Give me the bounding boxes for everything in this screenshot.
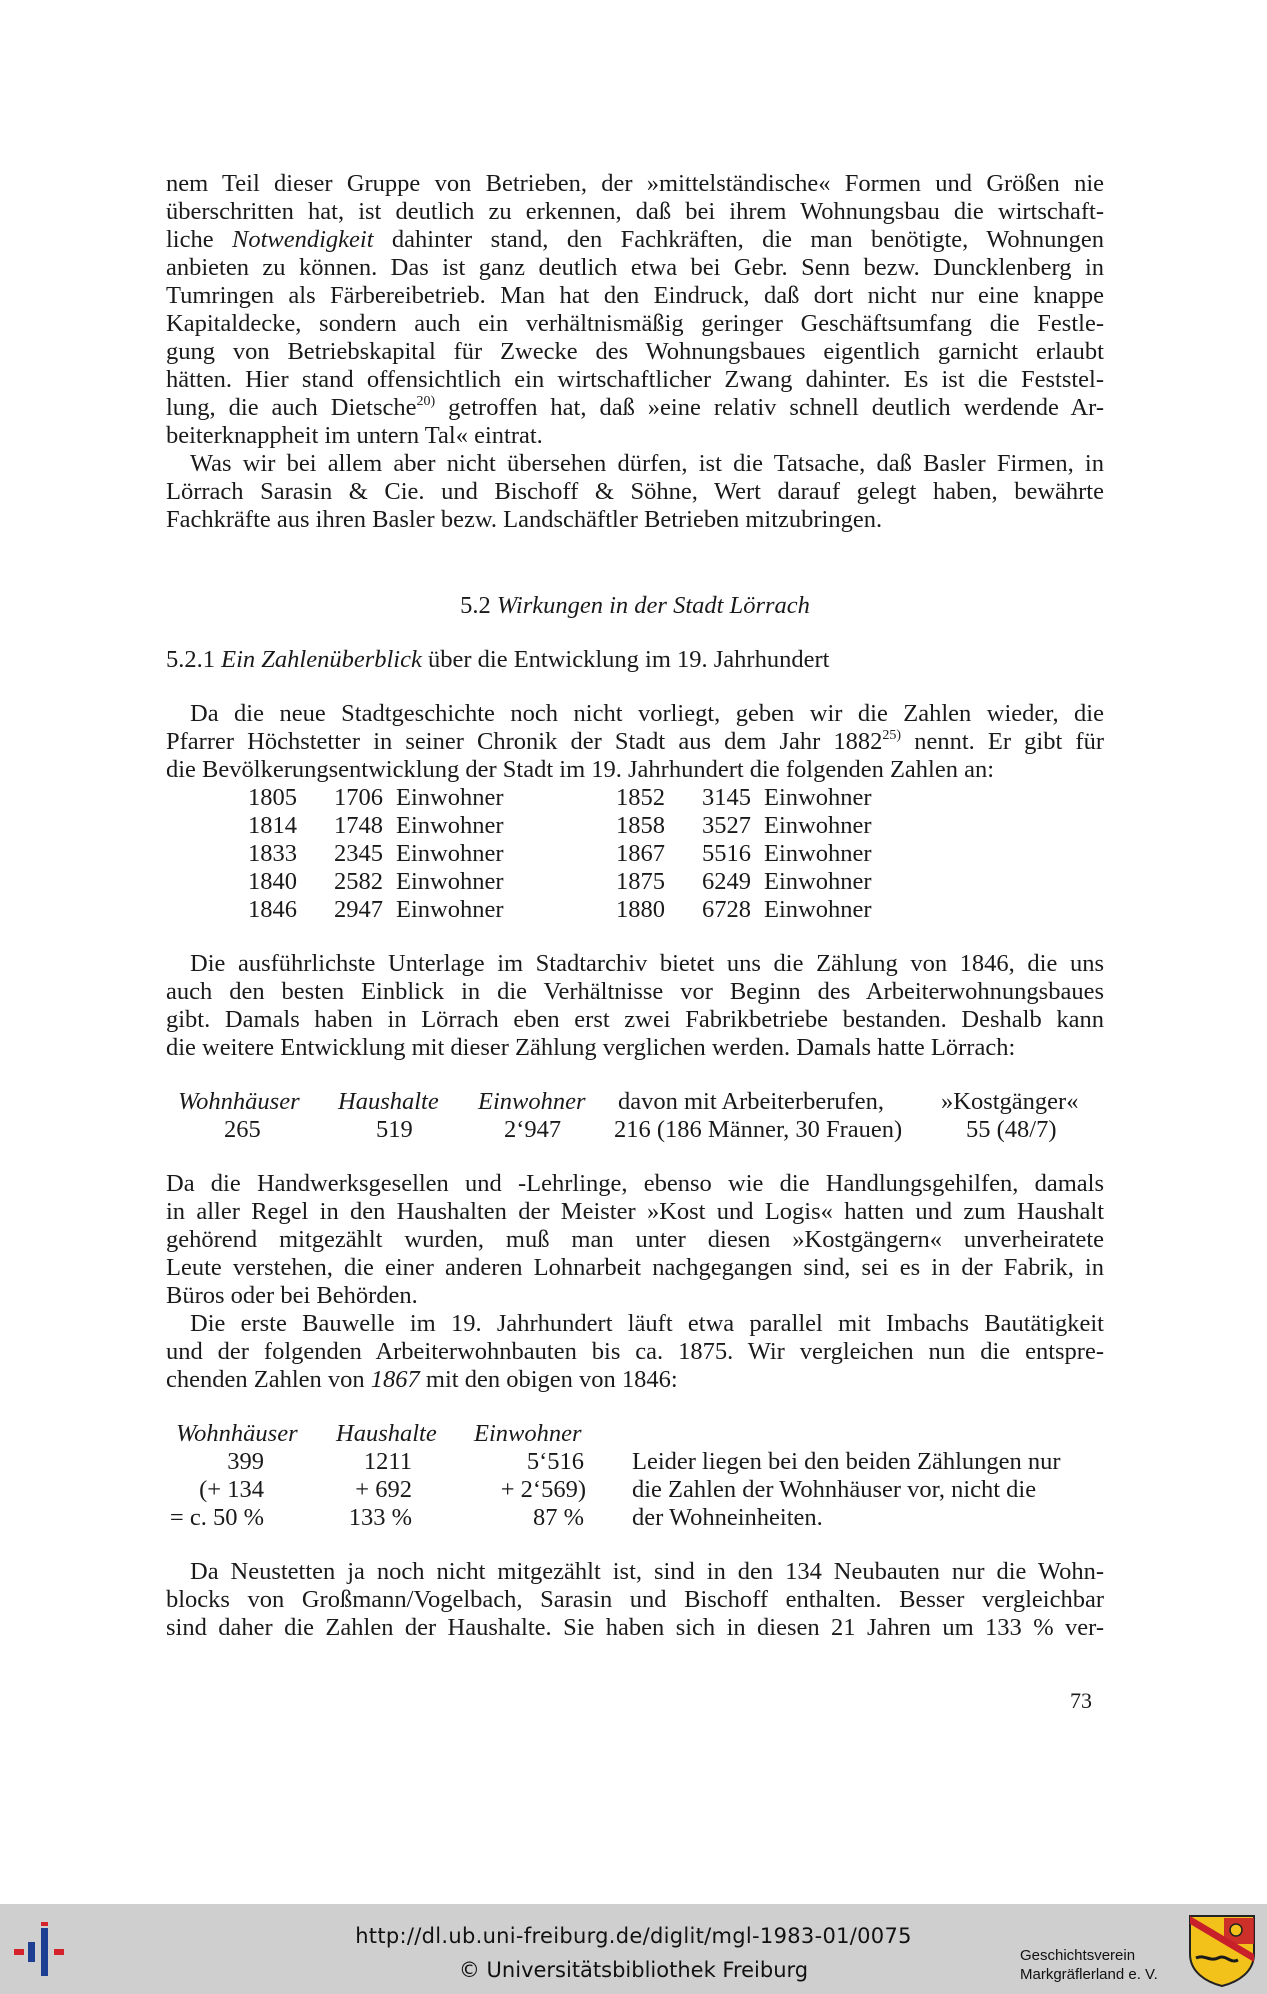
population-unit: Einwohner	[764, 868, 872, 895]
society-name	[1020, 1946, 1158, 1984]
population-count: 6249	[702, 868, 751, 895]
text-line: die weitere Entwicklung mit dieser Zählung verglichen werden. Damals hatte Lörrach:	[166, 1034, 1016, 1061]
table-note-line-2: die Zahlen der Wohnhäuser vor, nicht die	[632, 1476, 1037, 1503]
text-line: Pfarrer Höchstetter in seiner Chronik der Stadt aus dem Jahr 1882$^{25)}$ nennt. Er gibt für	[166, 728, 1104, 755]
population-unit: Einwohner	[396, 784, 504, 811]
text-line: liche Notwendigkeit dahinter stand, den Fachkräften, die man benötigte, Wohnungen	[166, 226, 1104, 253]
population-unit: Einwohner	[396, 868, 504, 895]
text-line: Die ausführlichste Unterlage im Stadtarchiv bietet uns die Zählung von 1846, die uns	[190, 950, 1104, 977]
paragraph-intro	[166, 700, 1104, 784]
footer-url-link[interactable]: http://dl.ub.uni-freiburg.de/diglit/mgl-1983-01/0075	[355, 1924, 912, 1948]
population-year: 1852	[616, 784, 665, 811]
text-line: sind daher die Zahlen der Haushalte. Sie haben sich in diesen 21 Jahren um 133 % ver-	[166, 1614, 1104, 1641]
paragraph-top-2	[166, 450, 1104, 534]
population-unit: Einwohner	[396, 812, 504, 839]
population-row-left-1840	[248, 868, 504, 896]
text-line: Die erste Bauwelle im 19. Jahrhundert läuft etwa parallel mit Imbachs Bautätigkeit	[190, 1310, 1104, 1337]
population-row-right-1875	[616, 868, 872, 896]
population-unit: Einwohner	[764, 784, 872, 811]
text-line: blocks von Großmann/Vogelbach, Sarasin und Bischoff enthalten. Besser vergleichbar	[166, 1586, 1104, 1613]
subsection-heading	[166, 646, 1104, 674]
row3-haushalte: 133 %	[348, 1504, 412, 1531]
header-einwohner: Einwohner	[478, 1088, 586, 1115]
paragraph-1846	[166, 950, 1104, 1062]
table-note-line-1: Leider liegen bei den beiden Zählungen nur	[632, 1448, 1061, 1475]
row3-einwohner: 87 %	[532, 1504, 584, 1531]
footer-bar	[0, 1904, 1267, 1994]
text-line: Lörrach Sarasin & Cie. und Bischoff & Söhne, Wert darauf gelegt haben, bewährte	[166, 478, 1104, 505]
population-column-left	[248, 784, 504, 924]
header-arbeiterberufe: davon mit Arbeiterberufen,	[618, 1088, 885, 1115]
value-einwohner: 2‘947	[504, 1116, 562, 1143]
text-line: Da die Handwerksgesellen und -Lehrlinge, ebenso wie die Handlungsgehilfen, damals	[166, 1170, 1104, 1197]
section-heading	[166, 592, 1104, 620]
population-count: 2345	[334, 840, 383, 867]
section-number: 5.2	[460, 592, 491, 619]
text-line: Büros oder bei Behörden.	[166, 1282, 418, 1309]
section-title: Wirkungen in der Stadt Lörrach	[496, 592, 810, 619]
society-name-line-1: Geschichtsverein	[1020, 1947, 1136, 1964]
subsection-title-italic: Ein Zahlenüberblick	[221, 646, 422, 673]
society-crest-icon	[1188, 1914, 1256, 1988]
text-line: chenden Zahlen von 1867 mit den obigen von 1846:	[166, 1366, 678, 1393]
row1-einwohner: 5‘516	[526, 1448, 584, 1475]
population-unit: Einwohner	[396, 840, 504, 867]
header-haushalte: Haushalte	[338, 1088, 439, 1115]
population-count: 5516	[702, 840, 751, 867]
population-unit: Einwohner	[396, 896, 504, 923]
population-unit: Einwohner	[764, 840, 872, 867]
population-year: 1846	[248, 896, 297, 923]
text-line: auch den besten Einblick in die Verhältnisse vor Beginn des Arbeiterwohnungsbaues	[166, 978, 1104, 1005]
value-kostgaenger: 55 (48/7)	[966, 1116, 1057, 1143]
text-line: gehörend mitgezählt wurden, muß man unter diesen »Kostgängern« unverheiratete	[166, 1226, 1104, 1253]
paragraph-top-1	[166, 170, 1104, 450]
text-line: Da Neustetten ja noch nicht mitgezählt ist, sind in den 134 Neubauten nur die Wohn-	[190, 1558, 1104, 1585]
row1-wohnhaeuser: 399	[227, 1448, 264, 1475]
subsection-number: 5.2.1	[166, 646, 215, 673]
table-1846	[166, 1088, 1104, 1144]
text-line: hätten. Hier stand offensichtlich ein wirtschaftlicher Zwang dahinter. Es ist die Feststel-	[166, 366, 1104, 393]
text-line: Kapitaldecke, sondern auch ein verhältnismäßig geringer Geschäftsumfang die Festle-	[166, 310, 1104, 337]
population-table	[248, 784, 1104, 924]
text-line: Tumringen als Färbereibetrieb. Man hat den Eindruck, daß dort nicht nur eine knappe	[166, 282, 1104, 309]
text-line: und der folgenden Arbeiterwohnbauten bis ca. 1875. Wir vergleichen nun die entspre-	[166, 1338, 1104, 1365]
text-line: Fachkräfte aus ihren Basler bezw. Landschäftler Betrieben mitzubringen.	[166, 506, 883, 533]
population-count: 3527	[702, 812, 751, 839]
text-line: nem Teil dieser Gruppe von Betrieben, der »mittelständische« Formen und Größen nie	[166, 170, 1104, 197]
population-row-right-1880	[616, 896, 872, 924]
text-line: gung von Betriebskapital für Zwecke des Wohnungsbaues eigentlich garnicht erlaubt	[166, 338, 1104, 365]
header2-haushalte: Haushalte	[336, 1420, 437, 1447]
row3-wohnhaeuser: = c. 50 %	[169, 1504, 264, 1531]
population-year: 1880	[616, 896, 665, 923]
population-year: 1805	[248, 784, 297, 811]
footer-copyright: © Universitätsbibliothek Freiburg	[458, 1958, 809, 1982]
population-count: 1748	[334, 812, 383, 839]
population-year: 1840	[248, 868, 297, 895]
text-line: anbieten zu können. Das ist ganz deutlich etwa bei Gebr. Senn bezw. Duncklenberg in	[166, 254, 1104, 281]
society-name-line-2: Markgräflerland e. V.	[1020, 1966, 1158, 1983]
population-count: 2582	[334, 868, 383, 895]
row1-haushalte: 1211	[363, 1448, 412, 1475]
population-year: 1858	[616, 812, 665, 839]
text-line: Leute verstehen, die einer anderen Lohnarbeit nachgegangen sind, sei es in der Fabrik, in	[166, 1254, 1104, 1281]
population-row-left-1814	[248, 812, 504, 840]
header-wohnhaeuser: Wohnhäuser	[178, 1088, 300, 1115]
page-body	[166, 170, 1104, 1642]
value-arbeiterberufe: 216 (186 Männer, 30 Frauen)	[614, 1116, 903, 1143]
text-line: beiterknappheit im untern Tal« eintrat.	[166, 422, 543, 449]
population-unit: Einwohner	[764, 812, 872, 839]
population-row-left-1846	[248, 896, 504, 924]
population-column-right	[616, 784, 872, 924]
population-year: 1867	[616, 840, 665, 867]
text-line: lung, die auch Dietsche$^{20)}$ getroffen hat, daß »eine relativ schnell deutlich werdende Ar-	[166, 394, 1104, 421]
paragraph-mid-1	[166, 1170, 1104, 1310]
table-1867	[166, 1420, 1104, 1532]
value-wohnhaeuser: 265	[224, 1116, 261, 1143]
population-unit: Einwohner	[764, 896, 872, 923]
population-year: 1814	[248, 812, 297, 839]
header2-wohnhaeuser: Wohnhäuser	[176, 1420, 298, 1447]
paragraph-end	[166, 1558, 1104, 1642]
row2-haushalte: + 692	[355, 1476, 412, 1503]
value-haushalte: 519	[376, 1116, 413, 1143]
population-row-left-1805	[248, 784, 504, 812]
text-line: überschritten hat, ist deutlich zu erkennen, daß bei ihrem Wohnungsbau die wirtschaft-	[166, 198, 1104, 225]
population-count: 6728	[702, 896, 751, 923]
population-count: 3145	[702, 784, 751, 811]
subsection-title-rest: über die Entwicklung im 19. Jahrhundert	[427, 646, 830, 673]
table-note-line-3: der Wohneinheiten.	[632, 1504, 823, 1531]
population-row-right-1852	[616, 784, 872, 812]
text-line: Da die neue Stadtgeschichte noch nicht vorliegt, geben wir die Zahlen wieder, die	[190, 700, 1104, 727]
paragraph-mid-2	[166, 1310, 1104, 1394]
row2-einwohner: + 2‘569)	[500, 1476, 586, 1503]
population-count: 2947	[334, 896, 383, 923]
population-row-right-1867	[616, 840, 872, 868]
text-line: die Bevölkerungsentwicklung der Stadt im 19. Jahrhundert die folgenden Zahlen an:	[166, 756, 995, 783]
text-line: in aller Regel in den Haushalten der Meister »Kost und Logis« hatten und zum Haushalt	[166, 1198, 1104, 1225]
row2-wohnhaeuser: (+ 134	[199, 1476, 264, 1503]
population-row-right-1858	[616, 812, 872, 840]
population-year: 1833	[248, 840, 297, 867]
population-count: 1706	[334, 784, 383, 811]
header-kostgaenger: »Kostgänger«	[941, 1088, 1079, 1115]
population-row-left-1833	[248, 840, 504, 868]
text-line: Was wir bei allem aber nicht übersehen dürfen, ist die Tatsache, daß Basler Firmen, in	[190, 450, 1104, 477]
header2-einwohner: Einwohner	[474, 1420, 582, 1447]
page-number: 73	[1070, 1688, 1092, 1713]
population-year: 1875	[616, 868, 665, 895]
text-line: gibt. Damals haben in Lörrach eben erst zwei Fabrikbetriebe bestanden. Deshalb kann	[166, 1006, 1104, 1033]
